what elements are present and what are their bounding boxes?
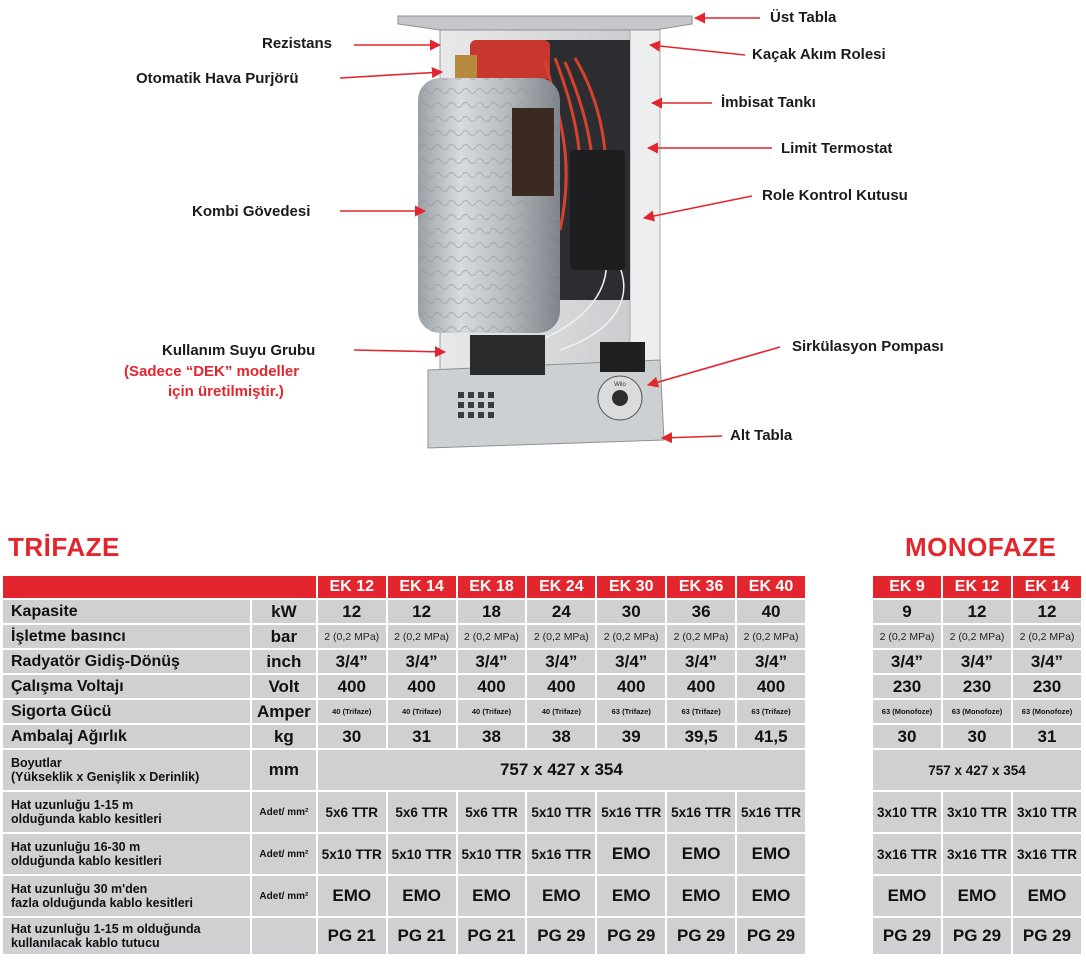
cell: 5x10 TTR — [318, 834, 386, 874]
cell: 3/4” — [667, 650, 735, 673]
cell: 30 — [597, 600, 665, 623]
table-row — [3, 700, 805, 723]
cell: 230 — [943, 675, 1011, 698]
water-group — [470, 335, 545, 375]
cell: 63 (Trifaze) — [597, 700, 665, 723]
table-row — [3, 792, 805, 832]
row-label — [3, 750, 250, 790]
cell: 24 — [527, 600, 595, 623]
table-row — [3, 650, 805, 673]
row-label: Radyatör Gidiş-Dönüş — [3, 650, 250, 673]
cell: PG 21 — [318, 918, 386, 954]
dimensions-cell: 757 x 427 x 354 — [318, 750, 805, 790]
cell: EMO — [873, 876, 941, 916]
cell: EMO — [458, 876, 526, 916]
cell: 38 — [527, 725, 595, 748]
callout-ust-tabla: Üst Tabla — [770, 9, 837, 26]
top-plate — [398, 16, 692, 30]
cell: PG 29 — [667, 918, 735, 954]
cell: 400 — [388, 675, 456, 698]
cell: 41,5 — [737, 725, 805, 748]
pump-body — [600, 342, 645, 372]
cell: 5x10 TTR — [458, 834, 526, 874]
trifaze-model-header: EK 14 — [388, 576, 456, 598]
table-row — [3, 876, 805, 916]
cell: 400 — [527, 675, 595, 698]
cell: 40 — [737, 600, 805, 623]
terminal-box — [512, 108, 554, 196]
cell: 12 — [1013, 600, 1081, 623]
row-unit: Adet/ mm² — [252, 834, 316, 874]
monofaze-model-header: EK 14 — [1013, 576, 1081, 598]
cell: 5x10 TTR — [388, 834, 456, 874]
cell: PG 21 — [388, 918, 456, 954]
cell: 5x16 TTR — [597, 792, 665, 832]
row-unit: Adet/ mm² — [252, 792, 316, 832]
cell: 230 — [1013, 675, 1081, 698]
cell: 2 (0,2 MPa) — [597, 625, 665, 648]
cell: 5x6 TTR — [318, 792, 386, 832]
cell: 3x10 TTR — [1013, 792, 1081, 832]
cell: 3/4” — [318, 650, 386, 673]
cell: 3/4” — [1013, 650, 1081, 673]
trifaze-model-header: EK 18 — [458, 576, 526, 598]
table-row — [3, 725, 805, 748]
monofaze-spec-table — [871, 574, 1083, 956]
cell: 5x10 TTR — [527, 792, 595, 832]
cell: 31 — [1013, 725, 1081, 748]
table-row — [873, 918, 1081, 954]
row-unit: Amper — [252, 700, 316, 723]
cell: 63 (Monofoze) — [873, 700, 941, 723]
trifaze-spec-table — [1, 574, 807, 956]
table-row — [3, 834, 805, 874]
cell: EMO — [943, 876, 1011, 916]
cell: 12 — [388, 600, 456, 623]
row-label: Sigorta Gücü — [3, 700, 250, 723]
callout-kullanim-note-1: (Sadece “DEK” modeller — [124, 363, 300, 380]
callout-kombi-govdesi: Kombi Gövedesi — [192, 203, 311, 220]
row-label-line-2: olduğunda kablo kesitleri — [11, 812, 162, 826]
table-row — [3, 918, 805, 954]
trifaze-model-header: EK 36 — [667, 576, 735, 598]
row-label — [3, 834, 250, 874]
callout-kacak-akim: Kaçak Akım Rolesi — [752, 46, 886, 63]
cell: PG 29 — [597, 918, 665, 954]
cell: 12 — [318, 600, 386, 623]
cell: EMO — [527, 876, 595, 916]
cell: EMO — [667, 834, 735, 874]
cell: 9 — [873, 600, 941, 623]
cell: 63 (Trifaze) — [737, 700, 805, 723]
cell: 39 — [597, 725, 665, 748]
row-label-line-1: Hat uzunluğu 1-15 m — [11, 798, 134, 812]
cell: 30 — [873, 725, 941, 748]
row-label — [3, 792, 250, 832]
row-label: Ambalaj Ağırlık — [3, 725, 250, 748]
monofaze-model-header: EK 9 — [873, 576, 941, 598]
trifaze-model-header: EK 30 — [597, 576, 665, 598]
cell: EMO — [597, 834, 665, 874]
cell: 63 (Trifaze) — [667, 700, 735, 723]
table-row — [873, 792, 1081, 832]
cell: 2 (0,2 MPa) — [527, 625, 595, 648]
cell: EMO — [667, 876, 735, 916]
cell: 3x16 TTR — [873, 834, 941, 874]
row-label — [3, 876, 250, 916]
cell: 38 — [458, 725, 526, 748]
cell: PG 29 — [1013, 918, 1081, 954]
row-label-line-2: (Yükseklik x Genişlik x Derinlik) — [11, 770, 200, 784]
cell: 5x6 TTR — [458, 792, 526, 832]
row-label-line-2: kullanılacak kablo tutucu — [11, 936, 160, 950]
cell: 3x10 TTR — [873, 792, 941, 832]
cell: EMO — [318, 876, 386, 916]
cell: PG 21 — [458, 918, 526, 954]
trifaze-model-header: EK 12 — [318, 576, 386, 598]
row-label-line-2: olduğunda kablo kesitleri — [11, 854, 162, 868]
cell: 12 — [943, 600, 1011, 623]
table-row — [873, 725, 1081, 748]
cell: 63 (Monofoze) — [1013, 700, 1081, 723]
table-row — [873, 675, 1081, 698]
trifaze-model-header: EK 24 — [527, 576, 595, 598]
row-unit: inch — [252, 650, 316, 673]
cell: 3x16 TTR — [943, 834, 1011, 874]
table-row — [873, 650, 1081, 673]
cell: 230 — [873, 675, 941, 698]
cell: 30 — [943, 725, 1011, 748]
cell: PG 29 — [737, 918, 805, 954]
cell: 63 (Monofoze) — [943, 700, 1011, 723]
cell: 2 (0,2 MPa) — [873, 625, 941, 648]
row-label — [3, 918, 250, 954]
table-row — [3, 625, 805, 648]
cell: 3/4” — [597, 650, 665, 673]
cell: EMO — [1013, 876, 1081, 916]
cell: 40 (Trifaze) — [388, 700, 456, 723]
trifaze-model-header: EK 40 — [737, 576, 805, 598]
cell: 2 (0,2 MPa) — [388, 625, 456, 648]
cell: 5x6 TTR — [388, 792, 456, 832]
table-row — [3, 750, 805, 790]
cell: 3/4” — [388, 650, 456, 673]
cell: EMO — [388, 876, 456, 916]
row-label: Kapasite — [3, 600, 250, 623]
cell: 30 — [318, 725, 386, 748]
table-row — [873, 750, 1081, 790]
cell: 400 — [667, 675, 735, 698]
table-row — [873, 700, 1081, 723]
cell: 3/4” — [943, 650, 1011, 673]
cell: 40 (Trifaze) — [527, 700, 595, 723]
cell: 400 — [737, 675, 805, 698]
cell: 3/4” — [527, 650, 595, 673]
callout-limit-termostat: Limit Termostat — [781, 140, 893, 157]
cell: PG 29 — [873, 918, 941, 954]
row-label-line-1: Boyutlar — [11, 756, 62, 770]
table-row — [873, 834, 1081, 874]
row-label: Çalışma Voltajı — [3, 675, 250, 698]
cell: 5x16 TTR — [667, 792, 735, 832]
cell: EMO — [737, 876, 805, 916]
row-label-line-1: Hat uzunluğu 30 m'den — [11, 882, 148, 896]
cell: 36 — [667, 600, 735, 623]
cell: PG 29 — [943, 918, 1011, 954]
table-row — [3, 675, 805, 698]
table-row — [873, 600, 1081, 623]
cell: 400 — [458, 675, 526, 698]
cell: 3x10 TTR — [943, 792, 1011, 832]
cell: PG 29 — [527, 918, 595, 954]
table-row — [873, 876, 1081, 916]
callout-role-kontrol: Role Kontrol Kutusu — [762, 187, 908, 204]
cell: 2 (0,2 MPa) — [943, 625, 1011, 648]
cell: 400 — [318, 675, 386, 698]
cell: 2 (0,2 MPa) — [318, 625, 386, 648]
callout-imbisat: İmbisat Tankı — [721, 94, 816, 111]
cell: 3/4” — [873, 650, 941, 673]
row-unit: Volt — [252, 675, 316, 698]
cell: 2 (0,2 MPa) — [737, 625, 805, 648]
cell: 2 (0,2 MPa) — [1013, 625, 1081, 648]
cell: 18 — [458, 600, 526, 623]
row-label-line-1: Hat uzunluğu 16-30 m — [11, 840, 141, 854]
callout-hava-purjoru: Otomatik Hava Purjörü — [136, 70, 299, 87]
cell: 31 — [388, 725, 456, 748]
monofaze-model-header: EK 12 — [943, 576, 1011, 598]
callout-rezistans: Rezistans — [262, 35, 333, 52]
table-row — [3, 600, 805, 623]
cell: 40 (Trifaze) — [318, 700, 386, 723]
cell: 39,5 — [667, 725, 735, 748]
relay-box — [570, 150, 625, 270]
cell: 5x16 TTR — [737, 792, 805, 832]
row-unit: bar — [252, 625, 316, 648]
row-label-line-2: fazla olduğunda kablo kesitleri — [11, 896, 193, 910]
cell: 3x16 TTR — [1013, 834, 1081, 874]
callout-sirkulasyon: Sirkülasyon Pompası — [792, 338, 944, 355]
monofaze-title: MONOFAZE — [905, 532, 1057, 562]
callout-alt-tabla: Alt Tabla — [730, 427, 793, 444]
row-unit: kg — [252, 725, 316, 748]
row-label-line-1: Hat uzunluğu 1-15 m olduğunda — [11, 922, 201, 936]
row-unit: Adet/ mm² — [252, 876, 316, 916]
dimensions-cell: 757 x 427 x 354 — [873, 750, 1081, 790]
cell: EMO — [737, 834, 805, 874]
cell: 5x16 TTR — [527, 834, 595, 874]
cell: 400 — [597, 675, 665, 698]
cell: 2 (0,2 MPa) — [458, 625, 526, 648]
trifaze-header-blank — [3, 576, 316, 598]
cell: 3/4” — [458, 650, 526, 673]
cell: EMO — [597, 876, 665, 916]
row-unit: kW — [252, 600, 316, 623]
callout-kullanim-suyu: Kullanım Suyu Grubu — [162, 342, 316, 359]
cell: 40 (Trifaze) — [458, 700, 526, 723]
cell: 2 (0,2 MPa) — [667, 625, 735, 648]
row-unit: mm — [252, 750, 316, 790]
callout-kullanim-note-2: için üretilmiştir.) — [168, 383, 284, 400]
table-row — [873, 625, 1081, 648]
pump-label: Wilo — [614, 382, 626, 388]
cell: 3/4” — [737, 650, 805, 673]
heater-element — [470, 40, 550, 80]
trifaze-title: TRİFAZE — [8, 532, 120, 562]
row-unit — [252, 918, 316, 954]
row-label: İşletme basıncı — [3, 625, 250, 648]
